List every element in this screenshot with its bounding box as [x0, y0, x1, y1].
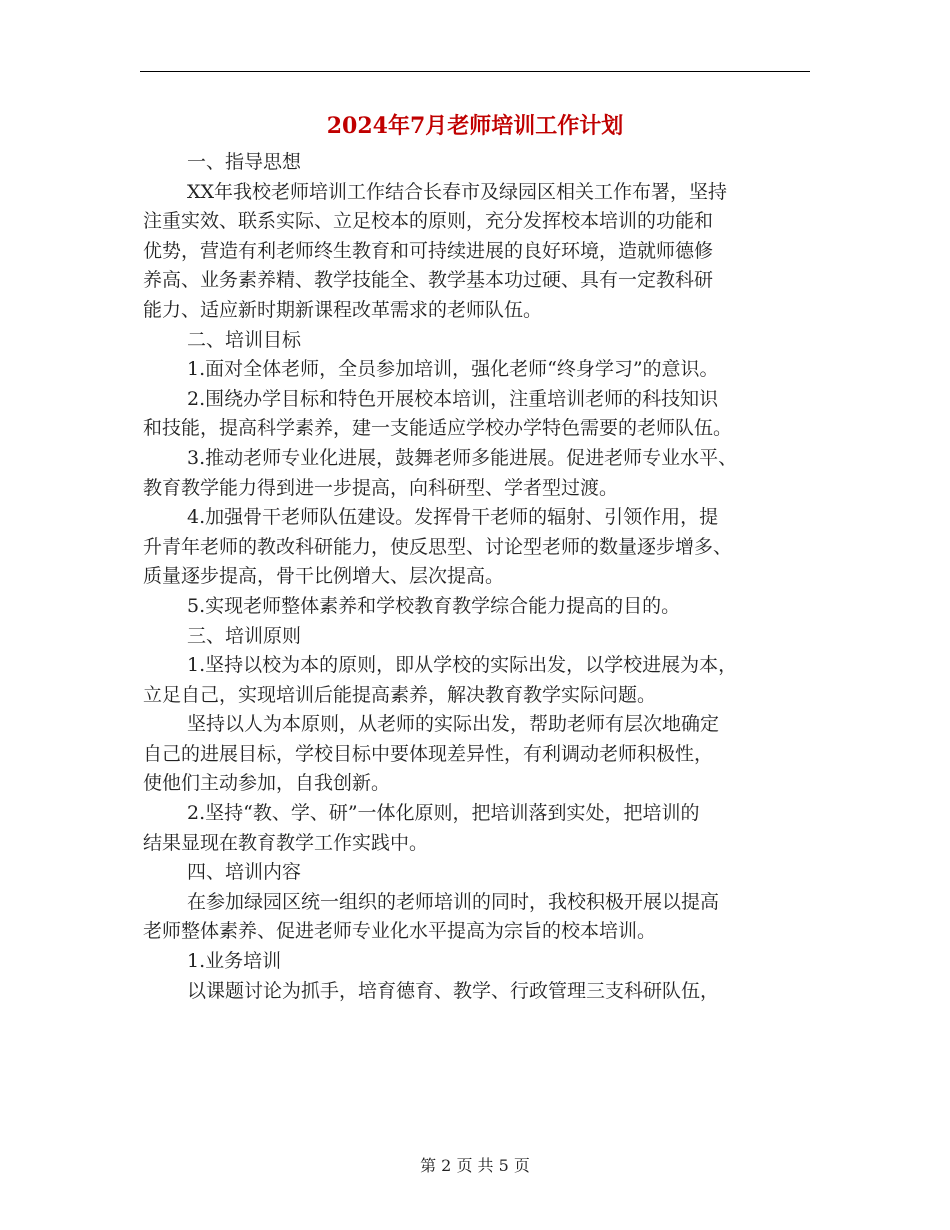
text-line: 教育教学能力得到进一步提高，向科研型、学者型过渡。	[143, 476, 619, 499]
text-line: 1.面对全体老师，全员参加培训，强化老师“终身学习”的意识。	[187, 358, 719, 381]
document-body	[143, 148, 813, 1006]
text-line: 自己的进展目标，学校目标中要体现差异性，有利调动老师积极性，	[143, 742, 714, 765]
text-line: 升青年老师的教改科研能力，使反思型、讨论型老师的数量逐步增多、	[143, 535, 733, 558]
text-line: 四、培训内容	[187, 861, 302, 884]
text-line: 4.加强骨干老师队伍建设。发挥骨干老师的辐射、引领作用，提	[187, 506, 719, 529]
text-line: 注重实效、联系实际、立足校本的原则，充分发挥校本培训的功能和	[143, 210, 714, 233]
text-line: 5.实现老师整体素养和学校教育教学综合能力提高的目的。	[187, 594, 681, 617]
text-line: 在参加绿园区统一组织的老师培训的同时，我校积极开展以提高	[187, 890, 720, 913]
text-line: 立足自己，实现培训后能提高素养，解决教育教学实际问题。	[143, 683, 657, 706]
text-line: 使他们主动参加，自我创新。	[143, 772, 391, 795]
text-line: 3.推动老师专业化进展，鼓舞老师多能进展。促进老师专业水平、	[187, 446, 738, 469]
text-line: 优势，营造有利老师终生教育和可持续进展的良好环境，造就师德修	[143, 239, 714, 262]
text-line: 和技能，提高科学素养，建一支能适应学校办学特色需要的老师队伍。	[143, 417, 733, 440]
text-line: 养高、业务素养精、教学技能全、教学基本功过硬、具有一定教科研	[143, 269, 714, 292]
text-line: 二、培训目标	[187, 328, 302, 351]
text-line: 以课题讨论为抓手，培育德育、教学、行政管理三支科研队伍，	[187, 979, 720, 1002]
text-line: XX年我校老师培训工作结合长春市及绿园区相关工作布署，坚持	[187, 180, 728, 203]
header-rule	[140, 71, 810, 72]
text-line: 老师整体素养、促进老师专业化水平提高为宗旨的校本培训。	[143, 920, 657, 943]
text-line: 一、指导思想	[187, 151, 302, 173]
page-footer: 第 2 页 共 5 页	[420, 1156, 530, 1175]
text-line: 三、培训原则	[187, 624, 302, 647]
text-line: 结果显现在教育教学工作实践中。	[143, 831, 429, 854]
document-title: 2024年7月老师培训工作计划	[326, 113, 624, 139]
text-line: 质量逐步提高，骨干比例增大、层次提高。	[143, 565, 505, 588]
text-line: 2.围绕办学目标和特色开展校本培训，注重培训老师的科技知识	[187, 387, 719, 410]
text-line: 1.业务培训	[187, 950, 282, 973]
text-line: 1.坚持以校为本的原则，即从学校的实际出发，以学校进展为本，	[187, 654, 738, 677]
text-line: 能力、适应新时期新课程改革需求的老师队伍。	[143, 298, 543, 321]
text-line: 2.坚持“教、学、研”一体化原则，把培训落到实处，把培训的	[187, 802, 700, 825]
text-line: 坚持以人为本原则，从老师的实际出发，帮助老师有层次地确定	[187, 713, 720, 736]
